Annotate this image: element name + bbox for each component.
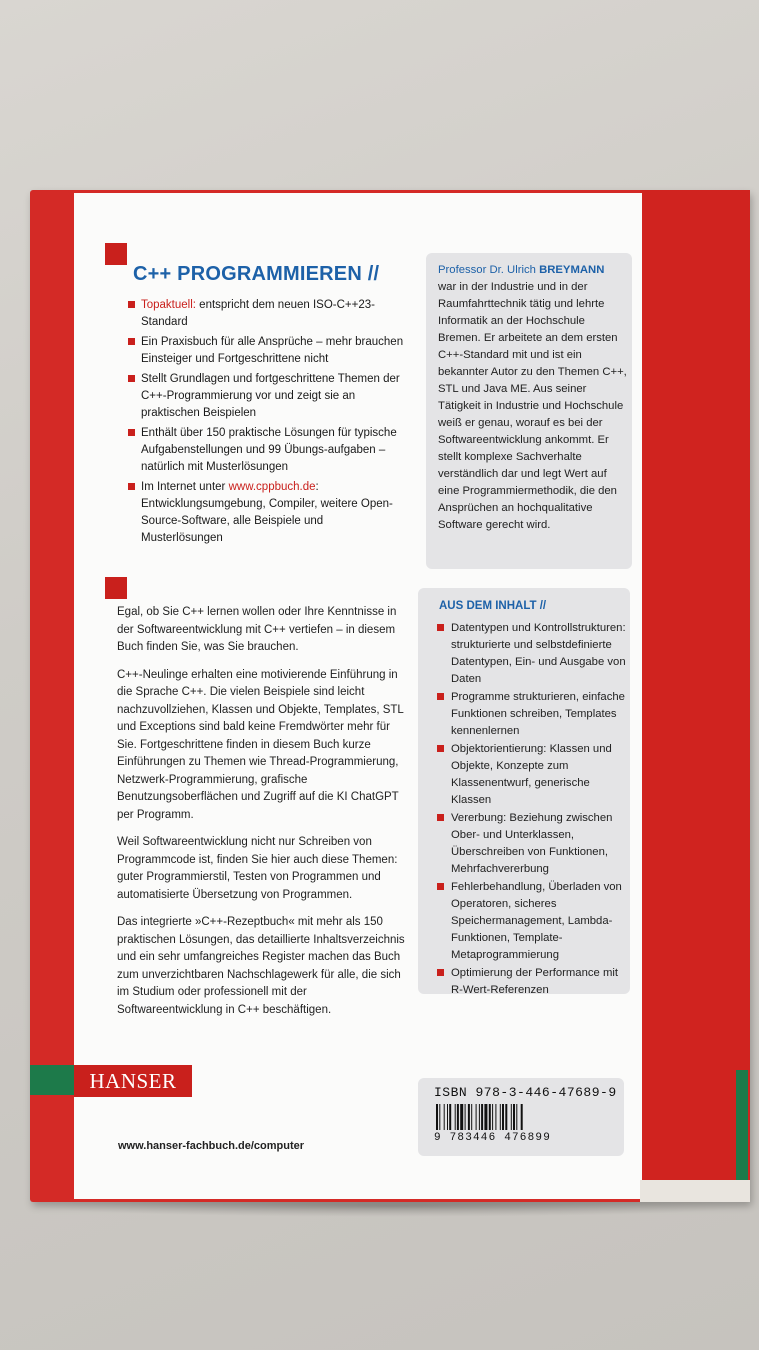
contents-item: Fehlerbehandlung, Überladen von Operatoren, sicheres Speichermanagement, Lambda-Funktionen, Template-Metaprogrammierung (437, 879, 627, 964)
feature-item: Stellt Grundlagen und fortgeschrittene Themen der C++-Programmierung vor und zeigt sie an praktischen Beispielen (128, 371, 408, 422)
feature-item: Im Internet unter www.cppbuch.de: Entwicklungsumgebung, Compiler, weitere Open-Source-Software, alle Beispiele und Musterlösungen (128, 479, 408, 547)
contents-item: Vererbung: Beziehung zwischen Ober- und Unterklassen, Überschreiben von Funktionen, Mehrfachvererbung (437, 810, 627, 878)
publisher-url: www.hanser-fachbuch.de/computer (118, 1140, 305, 1152)
green-accent-strip-left (30, 1065, 74, 1095)
contents-item: Objektorientierung: Klassen und Objekte, Konzepte zum Klassenentwurf, generische Klassen (437, 741, 627, 809)
description-paragraph: Das integrierte »C++-Rezeptbuch« mit mehr als 150 praktischen Lösungen, das detaillierte Inhaltsverzeichnis und ein sehr umfangreiches Register machen das Buch zum unverzichtbaren Nachschlagewerk für alle, die sich im Studium oder professionell mit der Softwareentwicklung in C++ beschäftigen. (117, 916, 405, 1016)
feature-item: Topaktuell: entspricht dem neuen ISO-C++23-Standard (128, 297, 408, 331)
contents-item: Programme strukturieren, einfache Funktionen schreiben, Templates kennenlernen (437, 689, 627, 740)
feature-list (128, 297, 408, 550)
feature-item: Ein Praxisbuch für alle Ansprüche – mehr brauchen Einsteiger und Fortgeschrittene nicht (128, 334, 408, 368)
description (117, 604, 409, 1029)
isbn-label: ISBN 978-3-446-47689-9 (434, 1085, 617, 1100)
red-square-marker (105, 577, 127, 599)
contents-item: Optimierung der Performance mit R-Wert-Referenzen (437, 965, 627, 999)
website-link: www.cppbuch.de (228, 481, 316, 493)
page-edge (640, 1180, 750, 1202)
red-square-marker (105, 243, 127, 265)
contents-list (437, 620, 627, 1000)
author-surname: BREYMANN (539, 264, 605, 276)
contents-title: AUS DEM INHALT // (439, 600, 547, 612)
description-paragraph: C++-Neulinge erhalten eine motivierende Einführung in die Sprache C++. Die vielen Beispiele sind leicht nachzuvollziehen, Klassen und Objekte, Templates, STL und Exceptions sind bald keine Fremdwörter mehr für Sie. Fortgeschrittene finden in diesem Buch kurze Einführungen zu Themen wie Thread-Programmierung, Netzwerk-Programmierung, grafische Benutzungsoberflächen und Zugriff auf die KI ChatGPT per Programm. (117, 668, 404, 821)
description-paragraph: Egal, ob Sie C++ lernen wollen oder Ihre Kenntnisse in der Softwareentwicklung mit C++ vertiefen – in diesem Buch finden Sie, was Sie brauchen. (117, 606, 397, 653)
description-paragraph: Weil Softwareentwicklung nicht nur Schreiben von Programmcode ist, finden Sie hier auch diese Themen: guter Programmierstil, Testen von Programmen und automatisierte Übersetzung von Programmen. (117, 836, 398, 901)
barcode-digits: 9 783446 476899 (434, 1132, 552, 1144)
hanser-logo: HANSER (74, 1065, 192, 1097)
author-bio: Professor Dr. Ulrich BREYMANN war in der Industrie und in der Raumfahrttechnik tätig und lehrte Informatik an der Hochschule Bremen. Er arbeitete an dem ersten C++-Standard mit und ist ein bekannter Autor zu den Themen C++, STL und Java ME. Aus seiner Tätigkeit in Industrie und Hochschule weiß er genau, worauf es bei der Softwareentwicklung ankommt. Er stellt komplexe Sachverhalte verständlich dar und legt Wert auf eine Programmiermethodik, die den Ansprüchen an hochqualitative Software gerecht wird. (438, 264, 627, 531)
feature-item: Enthält über 150 praktische Lösungen für typische Aufgabenstellungen und 99 Übungs-aufgaben – natürlich mit Musterlösungen (128, 425, 408, 476)
red-spine-band (640, 190, 750, 1202)
contents-item: Datentypen und Kontrollstrukturen: strukturierte und selbstdefinierte Datentypen, Ein- und Ausgabe von Daten (437, 620, 627, 688)
book-title: C++ PROGRAMMIEREN // (133, 263, 380, 285)
